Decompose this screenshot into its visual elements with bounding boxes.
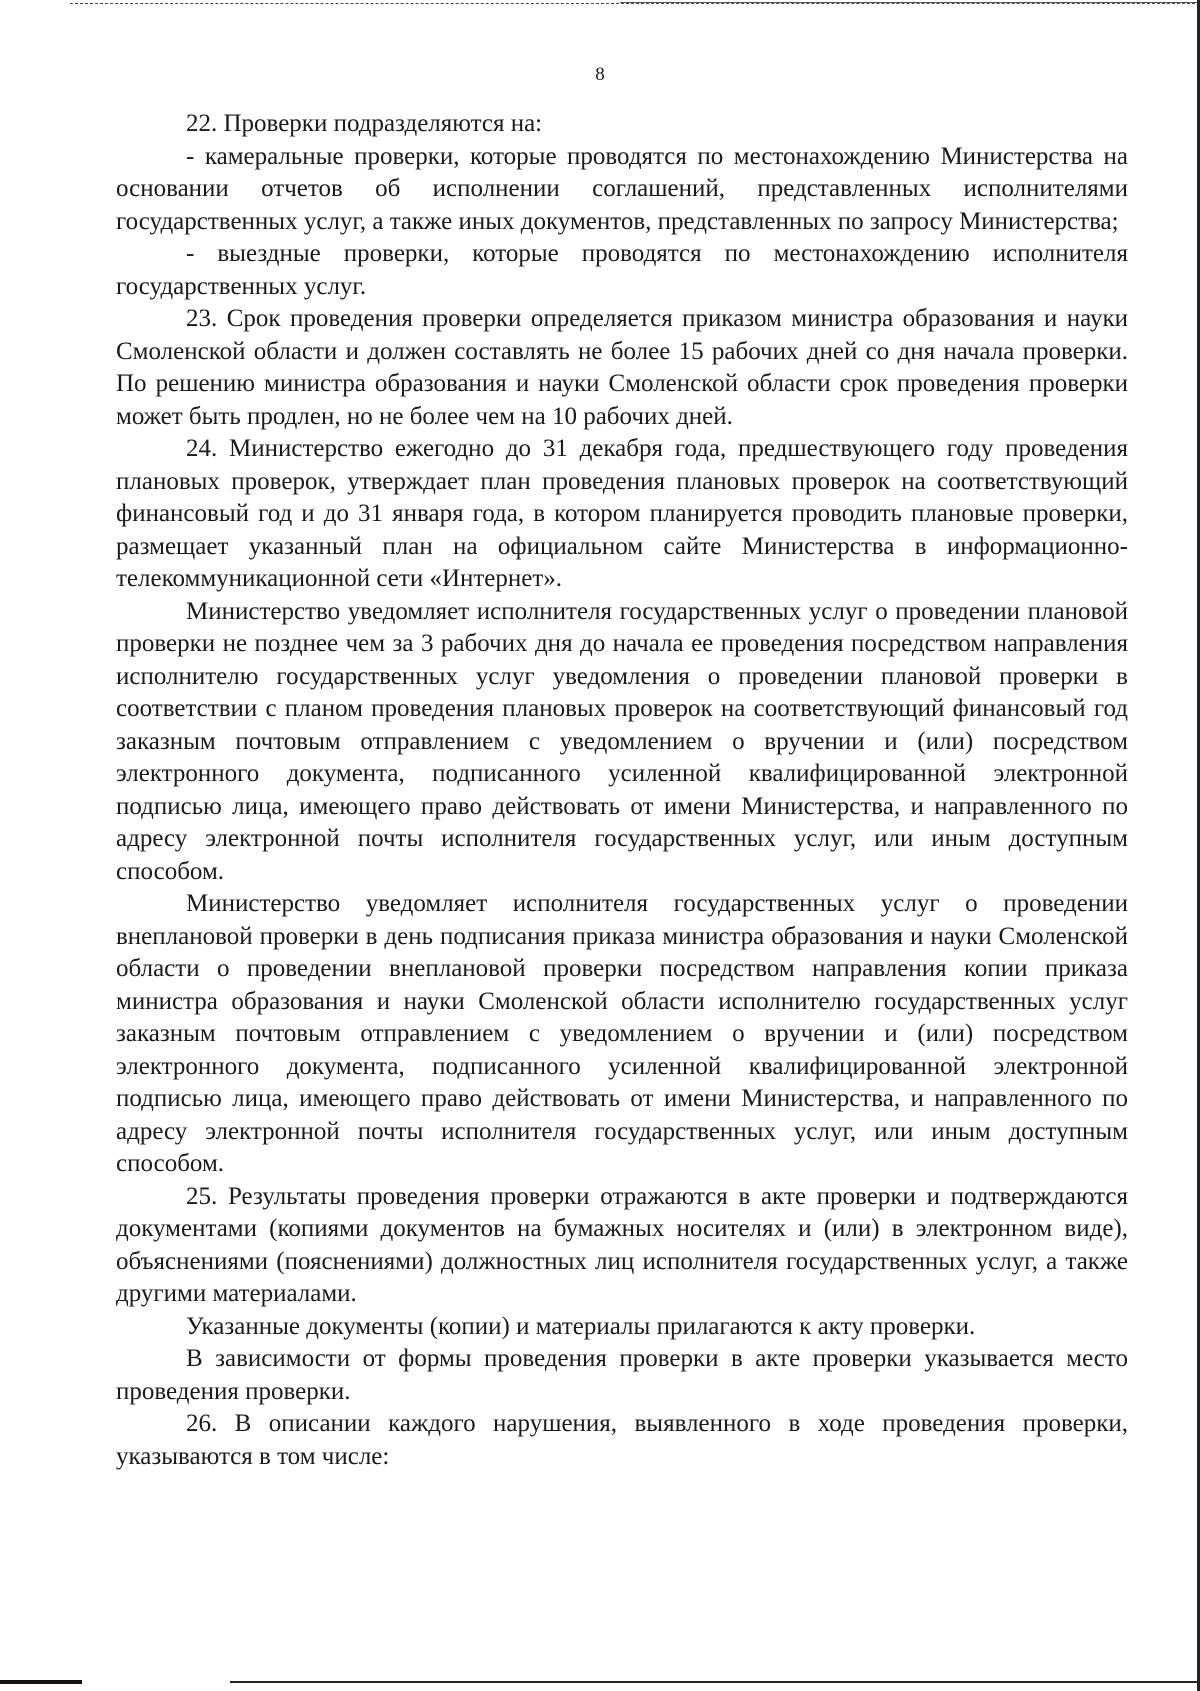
paragraph-unplanned-notice: Министерство уведомляет исполнителя государственных услуг о проведении внеплановой проверки в день подписания приказа министра образования и науки Смоленской области о проведении внеплановой проверки посредством направления копии приказа министра образования и науки Смоленской области исполнителю государственных услуг заказным почтовым отправлением с уведомлением о вручении и (или) посредством электронного документа, подписанного усиленной квалифицированной электронной подписью лица, имеющего право действовать от имени Министерства, и направленного по адресу электронной почты исполнителя государственных услуг, или иным доступным способом. bbox=[116, 890, 1128, 1177]
paragraph-cameral-checks: - камеральные проверки, которые проводятся по местонахождению Министерства на основании отчетов об исполнении соглашений, представленных исполнителями государственных услуг, а также иных документов, представленных по запросу Министерства; bbox=[116, 142, 1128, 235]
scan-edge-bottom-left bbox=[0, 1680, 82, 1684]
scan-edge-top-line bbox=[620, 2, 1200, 3]
paragraph-25: 25. Результаты проведения проверки отражаются в акте проверки и подтверждаются документами (копиями документов на бумажных носителях и (или) в электронном виде), объяснениями (пояснениями) должностных лиц исполнителя государственных услуг, а также другими материалами. bbox=[116, 1182, 1128, 1307]
document-body bbox=[116, 108, 1128, 1473]
paragraph-check-location: В зависимости от формы проведения проверки в акте проверки указывается место проведения проверки. bbox=[116, 1345, 1128, 1405]
paragraph-23: 23. Срок проведения проверки определяется приказом министра образования и науки Смоленской области и должен составлять не более 15 рабочих дней со дня начала проверки. По решению министра образования и науки Смоленской области срок проведения проверки может быть продлен, но не более чем на 10 рабочих дней. bbox=[116, 305, 1128, 430]
paragraph-field-checks: - выездные проверки, которые проводятся по местонахождению исполнителя государственных услуг. bbox=[116, 240, 1128, 300]
paragraph-26: 26. В описании каждого нарушения, выявленного в ходе проведения проверки, указываются в том числе: bbox=[116, 1410, 1128, 1470]
scan-edge-top bbox=[70, 3, 1200, 4]
page-number: 8 bbox=[595, 64, 605, 85]
paragraph-24: 24. Министерство ежегодно до 31 декабря года, предшествующего году проведения плановых проверок, утверждает план проведения плановых проверок на соответствующий финансовый год и до 31 января года, в котором планируется проводить плановые проверки, размещает указанный план на официальном сайте Министерства в информационно-телекоммуникационной сети «Интернет». bbox=[116, 435, 1128, 592]
paragraph-22: 22. Проверки подразделяются на: bbox=[186, 110, 543, 137]
scan-edge-bottom bbox=[230, 1681, 1200, 1683]
paragraph-documents-attached: Указанные документы (копии) и материалы прилагаются к акту проверки. bbox=[186, 1312, 976, 1340]
paragraph-planned-notice: Министерство уведомляет исполнителя государственных услуг о проведении плановой проверки не позднее чем за 3 рабочих дня до начала ее проведения посредством направления исполнителю государственных услуг уведомления о проведении плановой проверки в соответствии с планом проведения плановых проверок на соответствующий финансовый год заказным почтовым отправлением с уведомлением о вручении и (или) посредством электронного документа, подписанного усиленной квалифицированной электронной подписью лица, имеющего право действовать от имени Министерства, и направленного по адресу электронной почты исполнителя государственных услуг, или иным доступным способом. bbox=[116, 597, 1128, 885]
